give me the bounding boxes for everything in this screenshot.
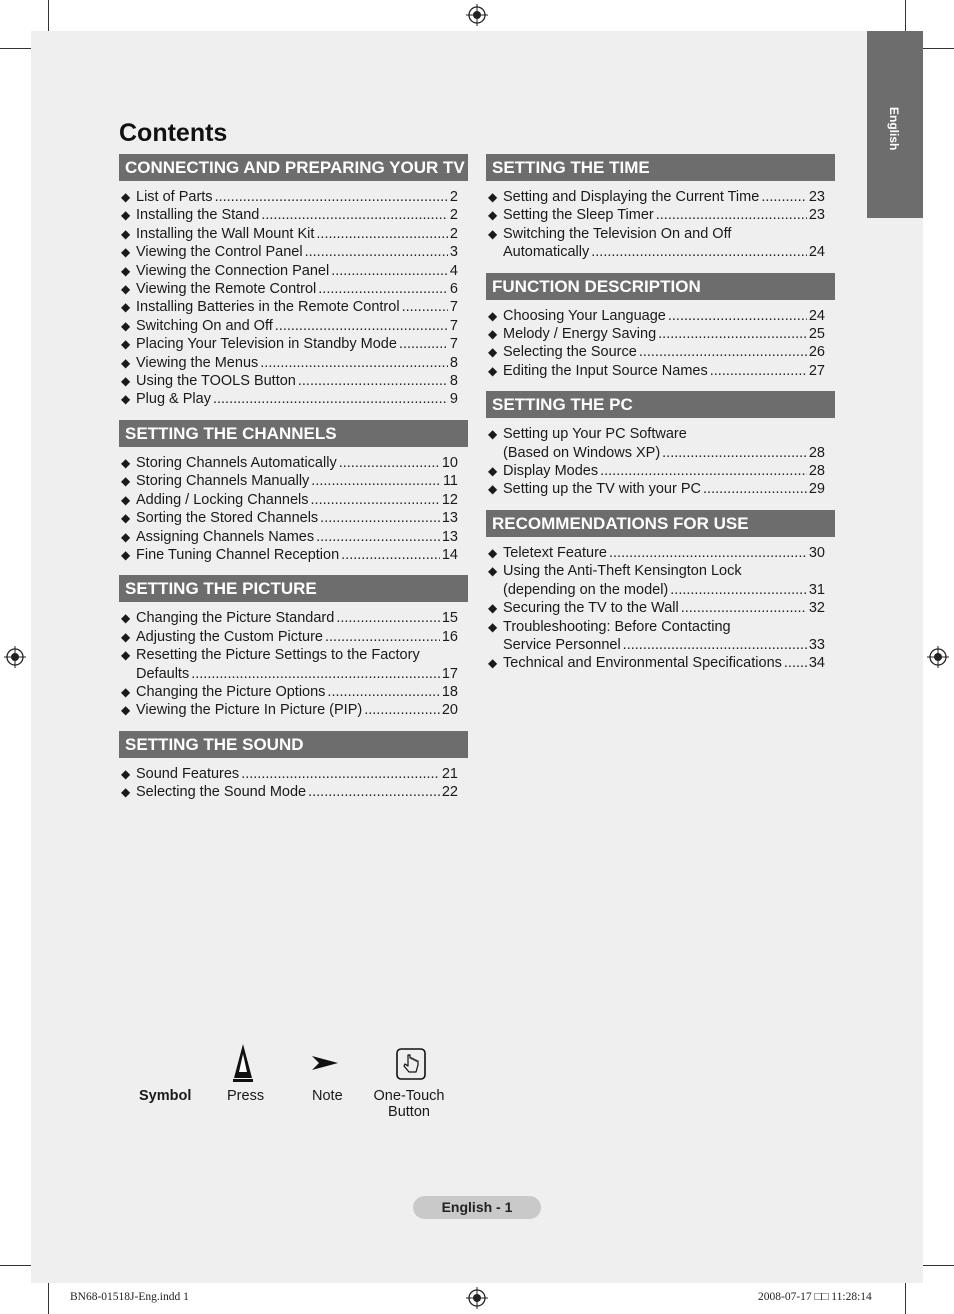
diamond-bullet-icon: ◆ <box>121 263 131 278</box>
toc-entry-title: Melody / Energy Saving <box>503 326 657 343</box>
language-tab-label: English <box>887 107 901 151</box>
diamond-bullet-icon: ◆ <box>121 208 131 223</box>
dot-leader <box>710 362 807 380</box>
toc-entry-row <box>136 628 458 646</box>
dot-leader <box>298 372 448 390</box>
toc-entry-page-number: 16 <box>441 628 458 645</box>
toc-entry-page-number: 33 <box>808 636 825 653</box>
dot-leader <box>327 683 439 701</box>
toc-entry <box>119 335 468 353</box>
diamond-bullet-icon: ◆ <box>488 545 498 560</box>
toc-entry-title: Setting and Displaying the Current Time <box>503 189 760 205</box>
dot-leader <box>591 243 807 261</box>
toc-entry-title: Adding / Locking Channels <box>136 491 309 508</box>
section-header: CONNECTING AND PREPARING YOUR TV <box>119 154 468 181</box>
toc-entry-row <box>503 654 825 672</box>
toc-entry-row <box>136 665 458 683</box>
dot-leader <box>215 188 448 206</box>
toc-entry-row <box>136 372 458 390</box>
toc-entry-row <box>136 472 458 490</box>
toc-entry-title: Display Modes <box>503 463 599 480</box>
toc-entry-title: Adjusting the Custom Picture <box>136 628 323 645</box>
diamond-bullet-icon: ◆ <box>488 601 498 616</box>
toc-section <box>486 154 835 262</box>
toc-entry-page-number: 17 <box>441 665 458 682</box>
toc-entry-title: Editing the Input Source Names <box>503 362 708 379</box>
diamond-bullet-icon: ◆ <box>121 300 131 315</box>
symbol-legend <box>130 1040 470 1120</box>
toc-entry-row <box>136 298 458 316</box>
toc-entry-title: Switching On and Off <box>136 317 273 334</box>
dot-leader <box>241 765 440 783</box>
dot-leader <box>213 390 448 408</box>
toc-entry-page-number: 32 <box>808 600 825 617</box>
crop-mark <box>905 1283 906 1314</box>
crop-mark <box>905 0 906 31</box>
dot-leader <box>316 528 440 546</box>
toc-section <box>486 391 835 499</box>
toc-entry-title: Using the TOOLS Button <box>136 373 296 390</box>
diamond-bullet-icon: ◆ <box>121 703 131 718</box>
toc-entry <box>486 325 835 343</box>
dot-leader <box>316 225 448 243</box>
toc-entry-page-number: 2 <box>449 207 458 224</box>
toc-entry-row <box>136 701 458 719</box>
toc-entry-page-number: 4 <box>449 262 458 279</box>
toc-entry-title: (depending on the model) <box>503 581 669 598</box>
crop-mark <box>48 1283 49 1314</box>
toc-entry-page-number: 2 <box>449 225 458 242</box>
dot-leader <box>311 472 441 490</box>
toc-list <box>486 537 835 673</box>
diamond-bullet-icon: ◆ <box>121 785 131 800</box>
toc-entry-row <box>503 462 825 480</box>
toc-entry-page-number: 12 <box>441 491 458 508</box>
toc-entry-title: Defaults <box>136 665 190 682</box>
toc-entry <box>119 454 468 472</box>
press-label: Press <box>227 1088 265 1104</box>
toc-entry-page-number: 9 <box>449 391 458 408</box>
toc-entry <box>119 609 468 627</box>
toc-entry-page-number: 28 <box>808 463 825 480</box>
toc-entry <box>119 546 468 564</box>
registration-mark-icon <box>466 1287 488 1309</box>
dot-leader <box>325 628 440 646</box>
symbol-heading: Symbol <box>139 1088 192 1104</box>
toc-list <box>486 300 835 381</box>
toc-entry-row <box>503 544 825 562</box>
toc-entry-title: Automatically <box>503 244 590 261</box>
toc-entry-title: Changing the Picture Standard <box>136 610 335 627</box>
toc-entry-page-number: 30 <box>808 544 825 561</box>
dot-leader <box>275 317 448 335</box>
dot-leader <box>623 636 807 654</box>
toc-entry-title: Selecting the Sound Mode <box>136 784 307 801</box>
toc-entry-row <box>503 599 825 617</box>
toc-entry <box>486 618 835 655</box>
toc-entry-row <box>136 206 458 224</box>
toc-section <box>486 510 835 673</box>
toc-entry-page-number: 6 <box>449 281 458 298</box>
toc-entry <box>119 225 468 243</box>
contents-column-right <box>486 154 835 673</box>
toc-entry-row <box>136 354 458 372</box>
toc-entry-title: Storing Channels Automatically <box>136 454 337 471</box>
diamond-bullet-icon: ◆ <box>121 337 131 352</box>
dot-leader <box>341 546 440 564</box>
diamond-bullet-icon: ◆ <box>488 564 498 579</box>
note-icon <box>310 1054 340 1077</box>
diamond-bullet-icon: ◆ <box>488 427 498 442</box>
toc-entry-page-number: 13 <box>441 528 458 545</box>
dot-leader <box>609 544 807 562</box>
toc-entry-title: Viewing the Control Panel <box>136 244 303 261</box>
print-slug-right: 2008-07-17 □□ 11:28:14 <box>758 1291 872 1303</box>
one-touch-button-icon <box>395 1047 427 1086</box>
toc-entry-first-line: Troubleshooting: Before Contacting <box>503 618 731 635</box>
dot-leader <box>191 665 440 683</box>
toc-entry <box>119 628 468 646</box>
toc-entry-first-line: Using the Anti-Theft Kensington Lock <box>503 563 742 580</box>
toc-entry-page-number: 31 <box>808 581 825 598</box>
dot-leader <box>639 343 807 361</box>
crop-mark <box>0 1265 31 1266</box>
diamond-bullet-icon: ◆ <box>121 190 131 204</box>
diamond-bullet-icon: ◆ <box>121 492 131 507</box>
diamond-bullet-icon: ◆ <box>121 226 131 241</box>
toc-section <box>119 420 468 564</box>
toc-entry <box>119 528 468 546</box>
dot-leader <box>261 206 448 224</box>
dot-leader <box>402 298 448 316</box>
toc-entry-row <box>503 480 825 498</box>
diamond-bullet-icon: ◆ <box>488 190 498 204</box>
dot-leader <box>668 307 807 325</box>
dot-leader <box>662 444 807 462</box>
toc-entry <box>486 307 835 325</box>
diamond-bullet-icon: ◆ <box>488 464 498 479</box>
registration-mark-icon <box>466 4 488 26</box>
diamond-bullet-icon: ◆ <box>488 327 498 342</box>
diamond-bullet-icon: ◆ <box>488 226 498 241</box>
toc-entry <box>119 472 468 490</box>
toc-entry-row <box>503 325 825 343</box>
diamond-bullet-icon: ◆ <box>121 392 131 407</box>
toc-section <box>486 273 835 381</box>
toc-entry-row <box>503 362 825 380</box>
diamond-bullet-icon: ◆ <box>121 684 131 699</box>
toc-entry <box>119 243 468 261</box>
toc-entry <box>486 480 835 498</box>
toc-entry <box>119 206 468 224</box>
language-tab <box>867 31 923 218</box>
toc-entry-page-number: 24 <box>808 244 825 261</box>
toc-entry <box>486 654 835 672</box>
toc-entry-page-number: 23 <box>808 207 825 224</box>
toc-entry-row <box>136 280 458 298</box>
toc-entry-row <box>136 454 458 472</box>
toc-entry-title: Viewing the Remote Control <box>136 281 317 298</box>
toc-entry-title: Securing the TV to the Wall <box>503 600 679 617</box>
toc-entry-row <box>136 546 458 564</box>
toc-entry-row <box>136 528 458 546</box>
diamond-bullet-icon: ◆ <box>121 766 131 781</box>
toc-entry-title: Installing Batteries in the Remote Control <box>136 299 400 316</box>
toc-entry-title: Installing the Stand <box>136 207 260 224</box>
section-header: SETTING THE CHANNELS <box>119 420 468 447</box>
toc-entry-row <box>503 581 825 599</box>
toc-entry-page-number: 11 <box>442 473 458 490</box>
toc-entry <box>119 683 468 701</box>
diamond-bullet-icon: ◆ <box>488 345 498 360</box>
dot-leader <box>670 581 807 599</box>
dot-leader <box>399 335 448 353</box>
toc-entry-title: List of Parts <box>136 189 213 205</box>
toc-entry-row <box>136 317 458 335</box>
crop-mark <box>923 48 954 49</box>
diamond-bullet-icon: ◆ <box>488 208 498 223</box>
toc-entry-title: Storing Channels Manually <box>136 473 310 490</box>
toc-entry-page-number: 15 <box>441 610 458 627</box>
toc-entry-row <box>136 765 458 783</box>
dot-leader <box>311 491 440 509</box>
diamond-bullet-icon: ◆ <box>121 547 131 562</box>
toc-entry <box>119 509 468 527</box>
toc-entry-row <box>503 243 825 261</box>
toc-entry-page-number: 8 <box>449 354 458 371</box>
dot-leader <box>681 599 807 617</box>
toc-entry <box>119 372 468 390</box>
dot-leader <box>339 454 440 472</box>
toc-entry-page-number: 3 <box>449 244 458 261</box>
toc-entry-title: Plug & Play <box>136 391 211 408</box>
toc-entry-title: Viewing the Menus <box>136 354 259 371</box>
toc-entry <box>119 390 468 408</box>
diamond-bullet-icon: ◆ <box>121 611 131 626</box>
toc-entry <box>486 188 835 206</box>
dot-leader <box>336 609 440 627</box>
toc-list <box>119 447 468 564</box>
toc-entry-page-number: 29 <box>808 481 825 498</box>
toc-entry-title: Viewing the Picture In Picture (PIP) <box>136 702 363 719</box>
section-header: SETTING THE PC <box>486 391 835 418</box>
toc-entry-page-number: 24 <box>808 307 825 324</box>
toc-entry <box>486 544 835 562</box>
toc-entry-page-number: 2 <box>449 189 458 205</box>
toc-entry-row <box>503 307 825 325</box>
dot-leader <box>308 783 440 801</box>
toc-entry-page-number: 27 <box>808 362 825 379</box>
toc-entry-page-number: 34 <box>808 655 825 672</box>
dot-leader <box>703 480 807 498</box>
toc-entry-row <box>136 188 458 206</box>
toc-entry-row <box>136 609 458 627</box>
toc-entry <box>486 225 835 262</box>
toc-entry-title: Choosing Your Language <box>503 307 666 324</box>
toc-entry <box>486 206 835 224</box>
toc-entry-first-line: Switching the Television On and Off <box>503 225 732 242</box>
dot-leader <box>364 701 440 719</box>
toc-entry-title: Setting up the TV with your PC <box>503 481 702 498</box>
toc-entry-title: Service Personnel <box>503 636 621 653</box>
toc-entry-title: Viewing the Connection Panel <box>136 262 330 279</box>
toc-section <box>119 575 468 719</box>
toc-entry-row <box>136 491 458 509</box>
press-icon <box>230 1042 256 1089</box>
dot-leader <box>305 243 448 261</box>
toc-list <box>486 181 835 262</box>
section-header: SETTING THE SOUND <box>119 731 468 758</box>
toc-entry-first-line: Setting up Your PC Software <box>503 426 687 443</box>
toc-entry <box>119 646 468 683</box>
toc-list <box>119 758 468 802</box>
toc-entry-title: Assigning Channels Names <box>136 528 315 545</box>
toc-list <box>119 181 468 409</box>
toc-entry-page-number: 14 <box>441 546 458 563</box>
section-header: FUNCTION DESCRIPTION <box>486 273 835 300</box>
one-touch-label <box>373 1088 445 1120</box>
page-title: Contents <box>119 119 228 147</box>
toc-entry-title: Setting the Sleep Timer <box>503 207 654 224</box>
diamond-bullet-icon: ◆ <box>121 455 131 470</box>
toc-entry-page-number: 7 <box>449 336 458 353</box>
diamond-bullet-icon: ◆ <box>121 245 131 260</box>
dot-leader <box>320 509 440 527</box>
diamond-bullet-icon: ◆ <box>488 363 498 378</box>
toc-entry <box>119 491 468 509</box>
dot-leader <box>784 654 807 672</box>
diamond-bullet-icon: ◆ <box>121 511 131 526</box>
page-number-label: English - 1 <box>413 1196 541 1219</box>
toc-list <box>486 418 835 499</box>
toc-entry-title: Technical and Environmental Specifications <box>503 655 782 672</box>
toc-entry-row <box>136 243 458 261</box>
toc-entry-page-number: 25 <box>808 326 825 343</box>
toc-entry <box>119 262 468 280</box>
crop-mark <box>0 48 31 49</box>
toc-entry <box>119 298 468 316</box>
toc-entry-row <box>136 683 458 701</box>
toc-entry-title: (Based on Windows XP) <box>503 444 661 461</box>
toc-entry-page-number: 7 <box>449 317 458 334</box>
diamond-bullet-icon: ◆ <box>121 529 131 544</box>
toc-entry-title: Installing the Wall Mount Kit <box>136 225 315 242</box>
diamond-bullet-icon: ◆ <box>121 648 131 663</box>
toc-entry-page-number: 20 <box>441 702 458 719</box>
section-header: RECOMMENDATIONS FOR USE <box>486 510 835 537</box>
diamond-bullet-icon: ◆ <box>121 282 131 297</box>
toc-entry-first-line: Resetting the Picture Settings to the Factory <box>136 647 420 664</box>
toc-entry <box>119 765 468 783</box>
toc-entry <box>119 701 468 719</box>
one-touch-label-line2: Button <box>388 1104 430 1120</box>
crop-mark <box>48 0 49 31</box>
toc-entry-title: Placing Your Television in Standby Mode <box>136 336 397 353</box>
toc-entry <box>119 783 468 801</box>
toc-entry-page-number: 21 <box>441 765 458 782</box>
toc-entry <box>119 188 468 206</box>
contents-column-left <box>119 154 468 802</box>
toc-entry-row <box>503 188 825 206</box>
diamond-bullet-icon: ◆ <box>121 355 131 370</box>
note-label: Note <box>312 1088 343 1104</box>
registration-mark-icon <box>927 646 949 668</box>
toc-entry-page-number: 18 <box>441 683 458 700</box>
toc-entry-row <box>503 343 825 361</box>
toc-entry <box>486 462 835 480</box>
toc-entry-title: Changing the Picture Options <box>136 683 326 700</box>
diamond-bullet-icon: ◆ <box>488 482 498 497</box>
crop-mark <box>923 1265 954 1266</box>
diamond-bullet-icon: ◆ <box>488 619 498 634</box>
toc-section <box>119 154 468 409</box>
dot-leader <box>318 280 448 298</box>
toc-entry-row <box>136 783 458 801</box>
toc-list <box>119 602 468 719</box>
toc-entry <box>119 280 468 298</box>
section-header: SETTING THE PICTURE <box>119 575 468 602</box>
toc-entry-row <box>503 444 825 462</box>
dot-leader <box>761 188 807 206</box>
diamond-bullet-icon: ◆ <box>121 374 131 389</box>
toc-entry-title: Sorting the Stored Channels <box>136 510 319 527</box>
toc-entry-page-number: 8 <box>449 373 458 390</box>
toc-entry-page-number: 26 <box>808 344 825 361</box>
dot-leader <box>600 462 807 480</box>
dot-leader <box>260 354 448 372</box>
toc-entry-page-number: 23 <box>808 189 825 205</box>
toc-entry-title: Teletext Feature <box>503 544 607 561</box>
diamond-bullet-icon: ◆ <box>121 629 131 644</box>
toc-entry <box>486 599 835 617</box>
one-touch-label-line1: One-Touch <box>373 1088 445 1104</box>
toc-entry <box>486 343 835 361</box>
dot-leader <box>656 206 807 224</box>
toc-entry-title: Selecting the Source <box>503 344 637 361</box>
toc-entry-row <box>503 206 825 224</box>
registration-mark-icon <box>4 646 26 668</box>
toc-entry-row <box>136 335 458 353</box>
toc-entry-row <box>136 509 458 527</box>
diamond-bullet-icon: ◆ <box>121 318 131 333</box>
toc-entry-title: Sound Features <box>136 765 240 782</box>
toc-entry-row <box>503 636 825 654</box>
toc-entry <box>119 317 468 335</box>
toc-entry-page-number: 7 <box>449 299 458 316</box>
toc-entry-page-number: 22 <box>441 784 458 801</box>
toc-entry-title: Fine Tuning Channel Reception <box>136 546 340 563</box>
toc-entry <box>486 562 835 599</box>
diamond-bullet-icon: ◆ <box>488 308 498 323</box>
toc-entry <box>486 425 835 462</box>
diamond-bullet-icon: ◆ <box>121 474 131 489</box>
toc-entry <box>119 354 468 372</box>
toc-entry-page-number: 10 <box>441 454 458 471</box>
diamond-bullet-icon: ◆ <box>488 656 498 671</box>
print-slug-left: BN68-01518J-Eng.indd 1 <box>70 1291 189 1303</box>
toc-entry-row <box>136 262 458 280</box>
toc-entry <box>486 362 835 380</box>
toc-entry-row <box>136 225 458 243</box>
toc-entry-row <box>136 390 458 408</box>
dot-leader <box>331 262 448 280</box>
toc-section <box>119 731 468 802</box>
toc-entry-page-number: 28 <box>808 444 825 461</box>
dot-leader <box>658 325 807 343</box>
section-header: SETTING THE TIME <box>486 154 835 181</box>
toc-entry-page-number: 13 <box>441 510 458 527</box>
